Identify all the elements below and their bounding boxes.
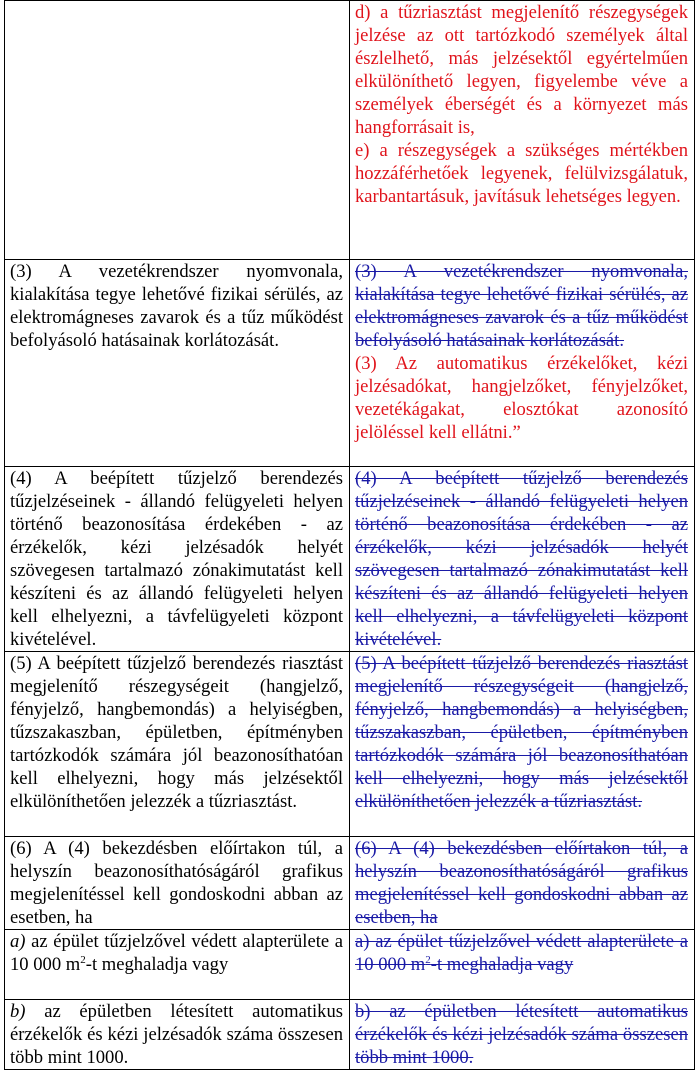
struck-paragraph-4: (4) A beépített tűzjelző berendezés tűzjelzéseinek - állandó felügyeleti helyen történő beazonosítása érdekében - az érzékelők, kézi jelzésadók helyét szövegesen tartalmazó zónakimutatást kell készíteni és az állandó felügyeleti helyen kell elhelyezni, a távfelügyeleti központ kivételével. — [355, 468, 688, 650]
table-row — [5, 1, 695, 260]
table-row — [5, 837, 695, 930]
right-cell-point-b — [350, 1000, 695, 1070]
right-cell-new-text — [350, 1, 695, 260]
point-a-marker: a) — [10, 931, 26, 952]
point-a-text: az épület tűzjelzővel védett alapterülete a 10 000 m — [10, 931, 343, 975]
original-point-a — [10, 930, 343, 976]
point-b-text: az épületben létesített automatikus érzékelők és kézi jelzésadók száma összesen több mint 1000. — [10, 1001, 343, 1068]
struck-point-a-text: a) az épület tűzjelzővel védett alapterülete a 10 000 m — [355, 931, 688, 975]
struck-point-a — [355, 930, 688, 976]
new-paragraph-3: (3) Az automatikus érzékelőket, kézi jelzésadókat, hangjelzőket, fényjelzőket, vezetékágakat, elosztókat azonosító jelöléssel kell ellátni.” — [355, 353, 688, 443]
point-a-superscript: 2 — [80, 953, 86, 966]
point-b-marker: b) — [10, 1001, 26, 1022]
struck-point-a-superscript: 2 — [425, 953, 431, 966]
left-cell-paragraph-3 — [5, 260, 350, 467]
struck-point-a-tail: -t meghaladja vagy — [430, 954, 574, 975]
struck-paragraph-3: (3) A vezetékrendszer nyomvonala, kialakítása tegye lehetővé fizikai sérülés, az elektromágneses zavarok és a tűz működést befolyásoló hatásainak korlátozását. — [355, 261, 688, 351]
left-cell-empty — [5, 1, 350, 260]
original-point-b — [10, 1000, 343, 1069]
right-cell-paragraph-4 — [350, 467, 695, 652]
table-row — [5, 467, 695, 652]
left-cell-point-b — [5, 1000, 350, 1070]
right-cell-paragraph-6 — [350, 837, 695, 930]
struck-point-b: b) az épületben létesített automatikus érzékelők és kézi jelzésadók száma összesen több mint 1000. — [355, 1001, 688, 1068]
left-cell-point-a — [5, 930, 350, 1000]
original-paragraph-5: (5) A beépített tűzjelző berendezés riasztást megjelenítő részegységeit (hangjelző, fényjelző, hangbemondás) a helyiségben, tűzszakaszban, épületben, építményben tartózkodók számára jól beazonosíthatóan kell elhelyezni, hogy más jelzésektől elkülöníthetően jelezzék a tűzriasztást. — [10, 653, 343, 812]
point-a-tail: -t meghaladja vagy — [85, 954, 229, 975]
table-row — [5, 930, 695, 1000]
comparison-table — [4, 0, 695, 1070]
original-paragraph-6: (6) A (4) bekezdésben előírtakon túl, a helyszín beazonosíthatóságáról grafikus megjelenítéssel kell gondoskodni abban az esetben, ha — [10, 838, 343, 928]
original-paragraph-3: (3) A vezetékrendszer nyomvonala, kialakítása tegye lehetővé fizikai sérülés, az elektromágneses zavarok és a tűz működést befolyásoló hatásainak korlátozását. — [10, 261, 343, 351]
left-cell-paragraph-5 — [5, 652, 350, 837]
right-cell-paragraph-3 — [350, 260, 695, 467]
right-cell-point-a — [350, 930, 695, 1000]
left-cell-paragraph-4 — [5, 467, 350, 652]
new-paragraph-d: d) a tűzriasztást megjelenítő részegységek jelzése az ott tartózkodó személyek által észlelhető, más jelzésektől egyértelműen elkülöníthető legyen, figyelembe véve a személyek éberségét és a környezet más hangforrásait is, — [355, 2, 688, 138]
table-row — [5, 652, 695, 837]
table-row — [5, 1000, 695, 1070]
left-cell-paragraph-6 — [5, 837, 350, 930]
original-paragraph-4: (4) A beépített tűzjelző berendezés tűzjelzéseinek - állandó felügyeleti helyen történő beazonosítása érdekében - az érzékelők, kézi jelzésadók helyét szövegesen tartalmazó zónakimutatást kell készíteni és az állandó felügyeleti helyen kell elhelyezni, a távfelügyeleti központ kivételével. — [10, 468, 343, 650]
right-cell-paragraph-5 — [350, 652, 695, 837]
struck-paragraph-6: (6) A (4) bekezdésben előírtakon túl, a helyszín beazonosíthatóságáról grafikus megjelenítéssel kell gondoskodni abban az esetben, ha — [355, 838, 688, 928]
struck-paragraph-5: (5) A beépített tűzjelző berendezés riasztást megjelenítő részegységeit (hangjelző, fényjelző, hangbemondás) a helyiségben, tűzszakaszban, épületben, építményben tartózkodók számára jól beazonosíthatóan kell elhelyezni, hogy más jelzésektől elkülöníthetően jelezzék a tűzriasztást. — [355, 653, 688, 812]
table-row — [5, 260, 695, 467]
new-paragraph-e: e) a részegységek a szükséges mértékben hozzáférhetőek legyenek, felülvizsgálatuk, karbantartásuk, javításuk lehetséges legyen. — [355, 140, 688, 207]
